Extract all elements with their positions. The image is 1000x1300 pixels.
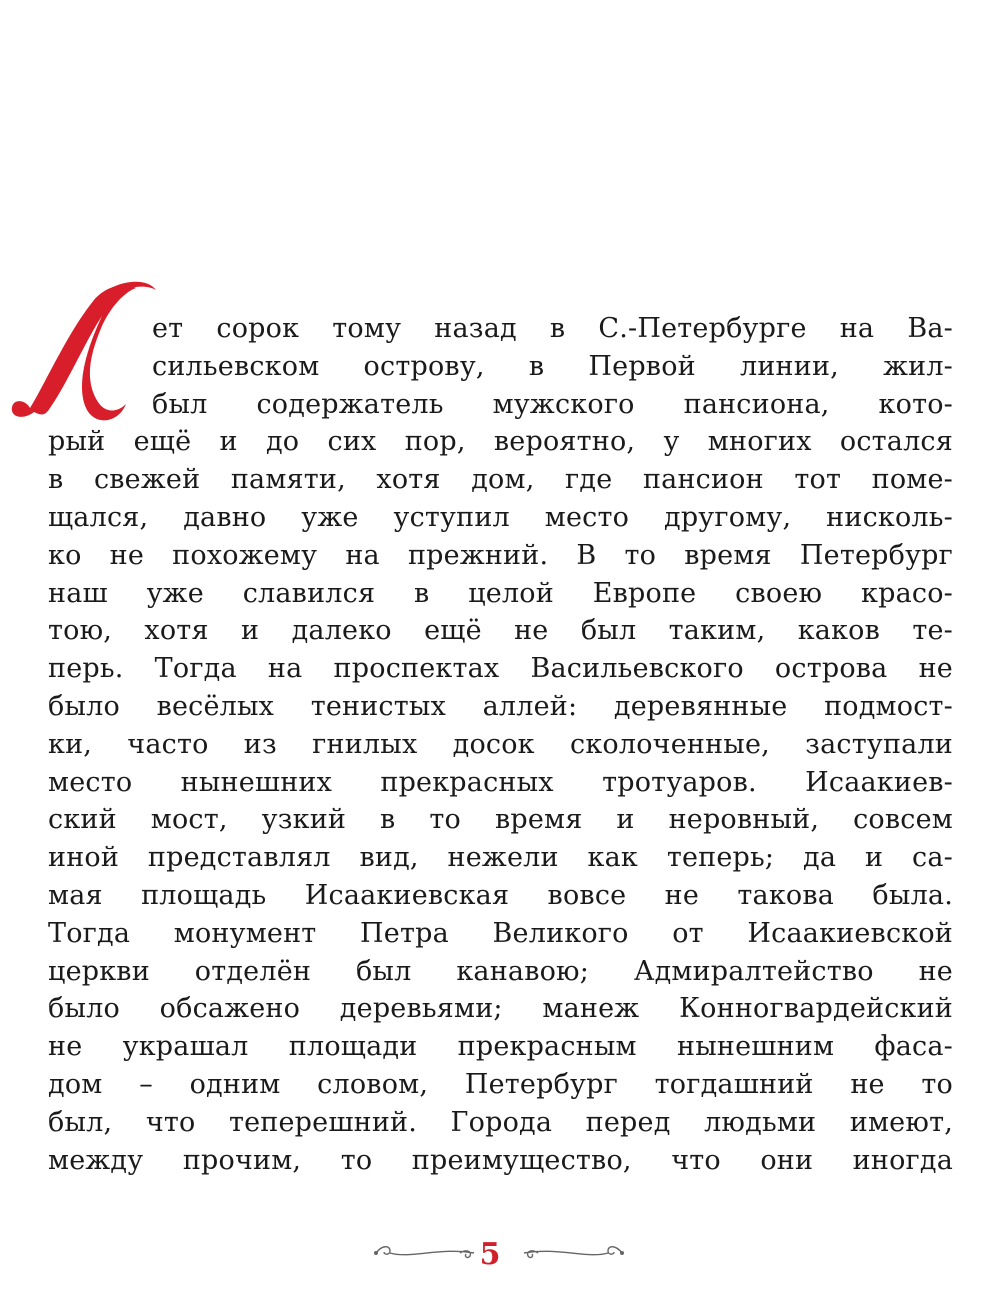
text-line: рый ещё и до сих пор, вероятно, у многих остался: [48, 426, 953, 458]
text-line: место нынешних прекрасных тротуаров. Исаакиев-: [48, 766, 953, 798]
text-line: ки, часто из гнилых досок сколоченные, заступали: [48, 728, 953, 760]
text-line: было обсажено деревьями; манеж Конногвардейский: [48, 993, 953, 1025]
page-number: 5: [479, 1237, 501, 1272]
text-line: был, что теперешний. Города перед людьми имеют,: [48, 1106, 953, 1138]
text-line: тою, хотя и далеко ещё не был таким, каков те-: [48, 615, 953, 647]
text-line: иной представлял вид, нежели как теперь; да и са-: [48, 842, 953, 874]
text-line: наш уже славился в целой Европе своею красо-: [48, 577, 953, 609]
text-line: щался, давно уже уступил место другому, нисколь-: [48, 501, 953, 533]
page-footer: [0, 1235, 1000, 1275]
text-line: не украшал площади прекрасным нынешним фаса-: [48, 1031, 953, 1063]
text-line: дом – одним словом, Петербург тогдашний не то: [48, 1068, 953, 1100]
body-paragraph: [48, 310, 953, 1179]
text-line: Тогда монумент Петра Великого от Исаакиевской: [48, 917, 953, 949]
text-line: между прочим, то преимущество, что они иногда: [48, 1144, 953, 1176]
text-line: перь. Тогда на проспектах Васильевского острова не: [48, 653, 953, 685]
text-line: ет сорок тому назад в С.-Петербурге на Ва-: [152, 313, 953, 344]
left-flourish-icon: [370, 1241, 480, 1265]
text-line: в свежей памяти, хотя дом, где пансион тот поме-: [48, 464, 953, 496]
text-line: церкви отделён был канавою; Адмиралтейство не: [48, 955, 953, 987]
text-line: было весёлых тенистых аллей: деревянные подмост-: [48, 690, 953, 722]
right-flourish-icon: [518, 1241, 628, 1265]
text-line: мая площадь Исаакиевская вовсе не такова была.: [48, 879, 953, 911]
text-line: ский мост, узкий в то время и неровный, совсем: [48, 804, 953, 836]
text-line: был содержатель мужского пансиона, кото-: [152, 388, 953, 420]
text-line: сильевском острову, в Первой линии, жил-: [152, 350, 953, 382]
text-line: ко не похожему на прежний. В то время Петербург: [48, 539, 953, 571]
